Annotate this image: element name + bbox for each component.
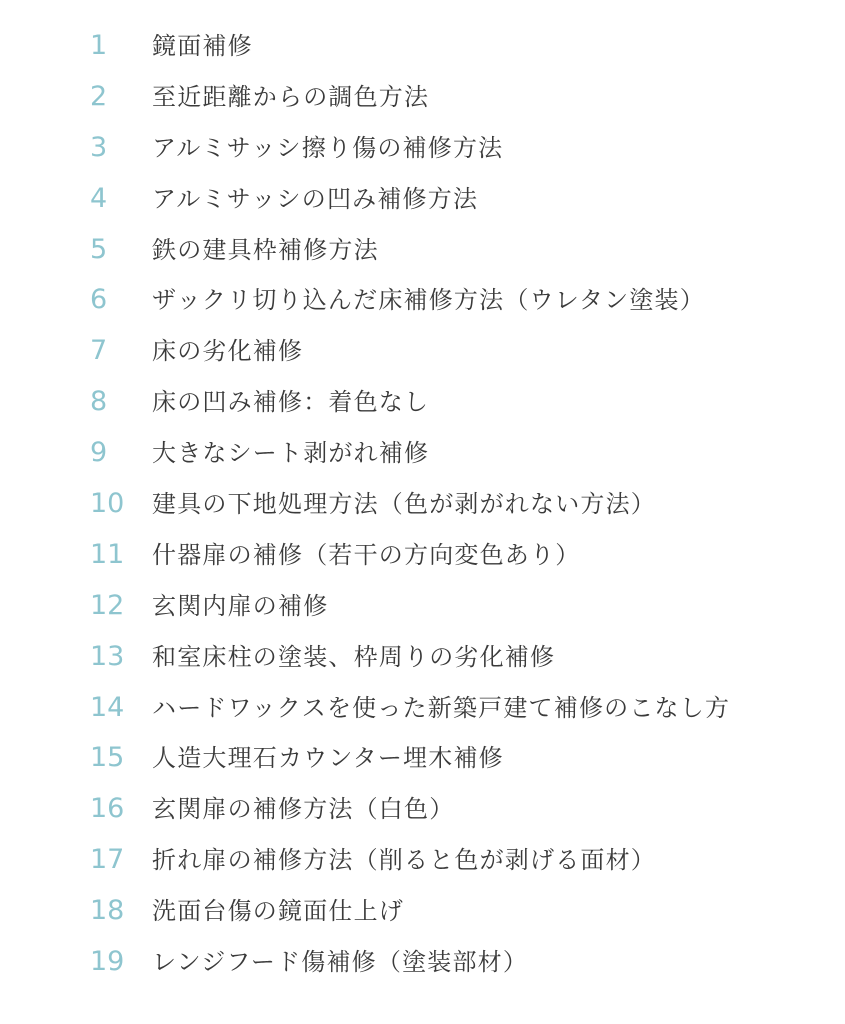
item-label: 洗面台傷の鏡面仕上げ bbox=[152, 897, 404, 926]
item-label: 和室床柱の塗装、枠周りの劣化補修 bbox=[152, 642, 556, 671]
list-item bbox=[0, 529, 845, 580]
list-item bbox=[0, 71, 845, 122]
item-number: 11 bbox=[90, 538, 125, 570]
item-label: アルミサッシの凹み補修方法 bbox=[152, 184, 479, 213]
list-item bbox=[0, 20, 845, 71]
item-number: 3 bbox=[90, 131, 108, 163]
item-label: 建具の下地処理方法（色が剥がれない方法） bbox=[152, 490, 656, 519]
list-item bbox=[0, 224, 845, 275]
list-item bbox=[0, 274, 845, 325]
item-label: 鉄の建具枠補修方法 bbox=[152, 235, 379, 264]
list-item bbox=[0, 325, 845, 376]
item-number: 7 bbox=[90, 335, 108, 367]
item-number: 12 bbox=[90, 589, 125, 621]
item-number: 16 bbox=[90, 793, 125, 825]
list-item bbox=[0, 885, 845, 936]
item-label: 至近距離からの調色方法 bbox=[152, 82, 430, 111]
item-number: 8 bbox=[90, 386, 108, 418]
item-label: 玄関扉の補修方法（白色） bbox=[152, 795, 455, 824]
item-label: ザックリ切り込んだ床補修方法（ウレタン塗装） bbox=[152, 286, 705, 315]
item-label: 玄関内扉の補修 bbox=[152, 591, 329, 620]
list-item bbox=[0, 631, 845, 682]
list-item bbox=[0, 173, 845, 224]
item-number: 1 bbox=[90, 30, 108, 61]
list-item bbox=[0, 783, 845, 834]
list-item bbox=[0, 732, 845, 783]
item-label: 折れ扉の補修方法（削ると色が剥げる面材） bbox=[152, 846, 656, 875]
list-item bbox=[0, 834, 845, 885]
item-number: 6 bbox=[90, 284, 108, 316]
list-item bbox=[0, 478, 845, 529]
numbered-list bbox=[0, 20, 845, 987]
item-number: 2 bbox=[90, 80, 108, 112]
item-label: 什器扉の補修（若干の方向変色あり） bbox=[152, 540, 581, 569]
item-number: 5 bbox=[90, 233, 108, 265]
list-item bbox=[0, 936, 845, 987]
item-number: 9 bbox=[90, 437, 108, 469]
item-label: レンジフード傷補修（塗装部材） bbox=[152, 948, 529, 977]
list-item bbox=[0, 427, 845, 478]
item-label: 人造大理石カウンター埋木補修 bbox=[152, 744, 504, 773]
list-item bbox=[0, 122, 845, 173]
item-label: 床の劣化補修 bbox=[152, 337, 304, 366]
item-label: 鏡面補修 bbox=[152, 32, 253, 60]
item-number: 10 bbox=[90, 488, 125, 520]
item-number: 18 bbox=[90, 895, 125, 927]
item-number: 4 bbox=[90, 182, 108, 214]
item-number: 17 bbox=[90, 844, 125, 876]
item-number: 14 bbox=[90, 691, 125, 723]
item-label: 床の凹み補修：着色なし bbox=[152, 388, 430, 417]
item-label: ハードワックスを使った新築戸建て補修のこなし方 bbox=[152, 693, 731, 722]
item-label: 大きなシート剥がれ補修 bbox=[152, 439, 430, 468]
list-item bbox=[0, 580, 845, 631]
list-item bbox=[0, 376, 845, 427]
list-item bbox=[0, 682, 845, 733]
item-number: 13 bbox=[90, 640, 125, 672]
item-number: 19 bbox=[90, 946, 125, 978]
item-number: 15 bbox=[90, 742, 125, 774]
item-label: アルミサッシ擦り傷の補修方法 bbox=[152, 133, 504, 162]
